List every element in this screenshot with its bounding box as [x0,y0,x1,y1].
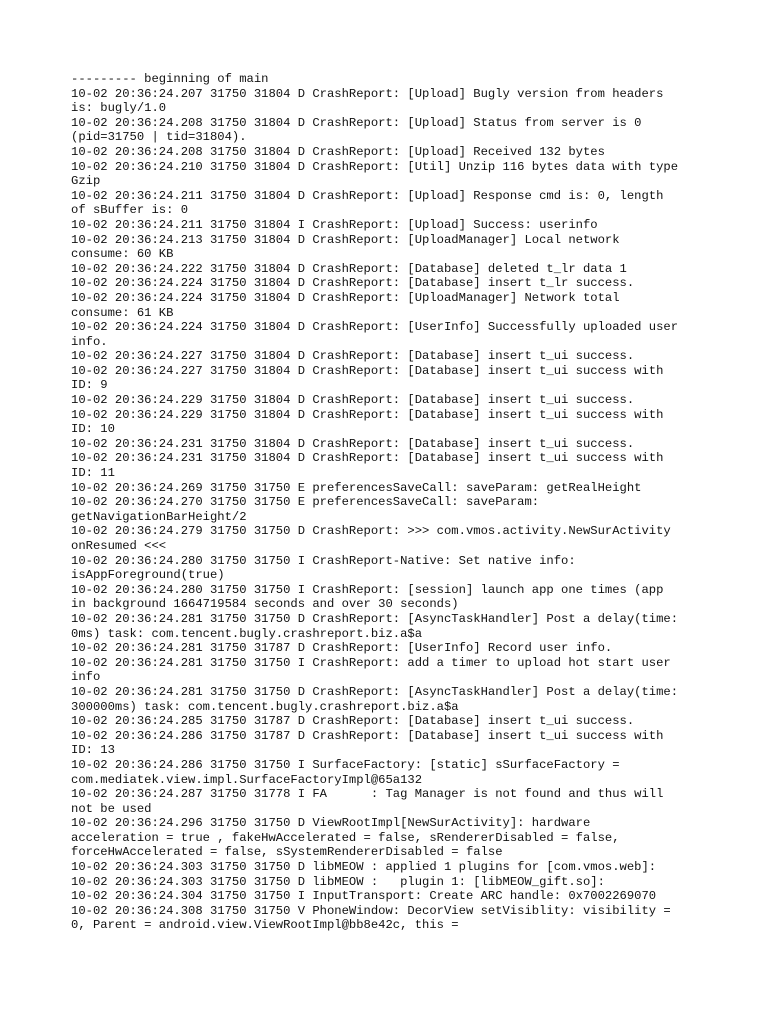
log-line: getNavigationBarHeight/2 [71,509,247,524]
log-line: 10-02 20:36:24.229 31750 31804 D CrashReport: [Database] insert t_ui success. [71,393,635,408]
log-line: is: bugly/1.0 [71,101,167,116]
log-line: 10-02 20:36:24.287 31750 31778 I FA : Tag Manager is not found and thus will [71,787,664,802]
log-line: ID: 11 [71,466,115,481]
log-line: (pid=31750 | tid=31804). [71,130,247,145]
log-line: 10-02 20:36:24.231 31750 31804 D CrashReport: [Database] insert t_ui success. [71,436,635,451]
log-line: 300000ms) task: com.tencent.bugly.crashreport.biz.a$a [71,699,459,714]
log-line: 10-02 20:36:24.296 31750 31750 D ViewRootImpl[NewSurActivity]: hardware [71,816,591,831]
log-line: 10-02 20:36:24.281 31750 31787 D CrashReport: [UserInfo] Record user info. [71,641,613,656]
log-line: 10-02 20:36:24.208 31750 31804 D CrashReport: [Upload] Status from server is 0 [71,115,642,130]
log-line: 10-02 20:36:24.207 31750 31804 D CrashReport: [Upload] Bugly version from headers [71,86,664,101]
log-line: 10-02 20:36:24.286 31750 31750 I SurfaceFactory: [static] sSurfaceFactory = [71,757,620,772]
log-line: acceleration = true , fakeHwAccelerated = false, sRendererDisabled = false, [71,830,620,845]
log-line: ID: 10 [71,422,115,437]
log-line: isAppForeground(true) [71,568,225,583]
log-line: consume: 60 KB [71,247,174,262]
log-line: forceHwAccelerated = false, sSystemRendererDisabled = false [71,845,503,860]
log-line: 0, Parent = android.view.ViewRootImpl@bb8e42c, this = [71,918,459,933]
log-line: info [71,670,101,685]
log-line: 10-02 20:36:24.210 31750 31804 D CrashReport: [Util] Unzip 116 bytes data with type [71,159,679,174]
log-text [71,72,701,933]
log-line: 10-02 20:36:24.227 31750 31804 D CrashReport: [Database] insert t_ui success with [71,363,664,378]
log-line: ID: 9 [71,378,108,393]
log-line: 10-02 20:36:24.224 31750 31804 D CrashReport: [UserInfo] Successfully uploaded user [71,320,679,335]
log-line: 10-02 20:36:24.269 31750 31750 E preferencesSaveCall: saveParam: getRealHeight [71,480,642,495]
log-line: consume: 61 KB [71,305,174,320]
log-line: 10-02 20:36:24.281 31750 31750 D CrashReport: [AsyncTaskHandler] Post a delay(time: [71,611,679,626]
log-line: 10-02 20:36:24.213 31750 31804 D CrashReport: [UploadManager] Local network [71,232,620,247]
log-line: 10-02 20:36:24.281 31750 31750 D CrashReport: [AsyncTaskHandler] Post a delay(time: [71,684,679,699]
log-line: 10-02 20:36:24.303 31750 31750 D libMEOW : plugin 1: [libMEOW_gift.so]: [71,874,605,889]
log-line: 10-02 20:36:24.286 31750 31787 D CrashReport: [Database] insert t_ui success with [71,728,664,743]
log-line: 0ms) task: com.tencent.bugly.crashreport.biz.a$a [71,626,423,641]
log-line: 10-02 20:36:24.270 31750 31750 E preferencesSaveCall: saveParam: [71,495,540,510]
log-line: 10-02 20:36:24.281 31750 31750 I CrashReport: add a timer to upload hot start user [71,655,671,670]
log-line: 10-02 20:36:24.280 31750 31750 I CrashReport-Native: Set native info: [71,553,576,568]
log-line: 10-02 20:36:24.224 31750 31804 D CrashReport: [Database] insert t_lr success. [71,276,635,291]
log-line: 10-02 20:36:24.303 31750 31750 D libMEOW : applied 1 plugins for [com.vmos.web]: [71,860,657,875]
log-line: 10-02 20:36:24.227 31750 31804 D CrashReport: [Database] insert t_ui success. [71,349,635,364]
log-line: 10-02 20:36:24.285 31750 31787 D CrashReport: [Database] insert t_ui success. [71,714,635,729]
log-line: in background 1664719584 seconds and over 30 seconds) [71,597,459,612]
log-line: 10-02 20:36:24.231 31750 31804 D CrashReport: [Database] insert t_ui success with [71,451,664,466]
log-page [71,72,701,933]
log-line: 10-02 20:36:24.229 31750 31804 D CrashReport: [Database] insert t_ui success with [71,407,664,422]
log-line: 10-02 20:36:24.279 31750 31750 D CrashReport: >>> com.vmos.activity.NewSurActivity [71,524,671,539]
log-line: com.mediatek.view.impl.SurfaceFactoryImpl@65a132 [71,772,423,787]
log-line: of sBuffer is: 0 [71,203,189,218]
log-line: onResumed <<< [71,539,167,553]
log-line: 10-02 20:36:24.304 31750 31750 I InputTransport: Create ARC handle: 0x7002269070 [71,889,657,904]
log-line: 10-02 20:36:24.224 31750 31804 D CrashReport: [UploadManager] Network total [71,290,620,305]
log-line: ID: 13 [71,743,115,758]
log-line: Gzip [71,174,101,189]
log-line: 10-02 20:36:24.208 31750 31804 D CrashReport: [Upload] Received 132 bytes [71,144,605,159]
log-line: 10-02 20:36:24.211 31750 31804 D CrashReport: [Upload] Response cmd is: 0, length [71,188,664,203]
log-line: not be used [71,801,152,816]
log-header: --------- beginning of main [71,72,269,86]
log-line: 10-02 20:36:24.308 31750 31750 V PhoneWindow: DecorView setVisiblity: visibility = [71,903,671,918]
log-line: 10-02 20:36:24.280 31750 31750 I CrashReport: [session] launch app one times (app [71,582,664,597]
log-line: 10-02 20:36:24.222 31750 31804 D CrashReport: [Database] deleted t_lr data 1 [71,261,627,276]
log-line: info. [71,334,108,349]
log-line: 10-02 20:36:24.211 31750 31804 I CrashReport: [Upload] Success: userinfo [71,217,598,232]
